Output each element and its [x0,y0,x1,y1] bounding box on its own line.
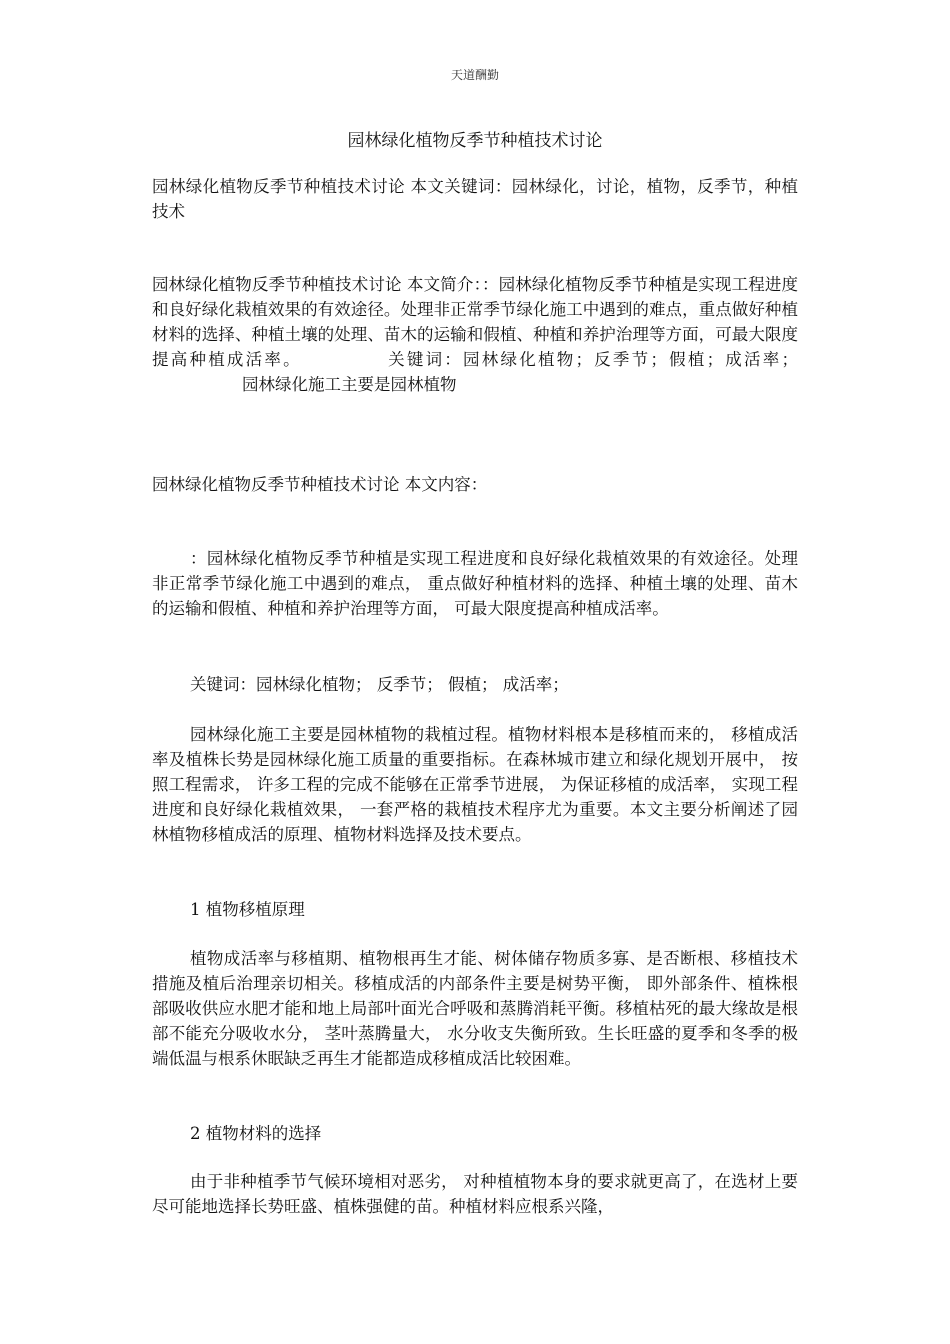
page-header: 天道酬勤 [450,68,499,82]
summary-trailing: 园林绿化施工主要是园林植物 [242,375,457,394]
keywords-line-text: 关键词：园林绿化植物； 反季节； 假植； 成活率； [190,675,569,694]
keywords-paragraph [152,174,798,224]
content-heading-text: 园林绿化植物反季节种植技术讨论 本文内容： [152,475,488,494]
content-heading [152,472,798,497]
section2-paragraph [152,1169,798,1219]
section1-heading [152,897,798,922]
intro-paragraph-text: 园林绿化施工主要是园林植物的栽植过程。植物材料根本是移植而来的， 移植成活率及植株长势是园林绿化施工质量的重要指标。在森林城市建立和绿化规划开展中， 按照工程需求， 许多工程的完成不能够在正常季节进展， 为保证移植的成活率， 实现工程进度和良好绿化栽植效果， 一套严格的栽植技术程序尤为重要。本文主要分析阐述了园林植物移植成活的原理、植物材料选择及技术要点。 [152,725,798,844]
document-title: 园林绿化植物反季节种植技术讨论 [347,131,603,151]
summary-text: 园林绿化植物反季节种植技术讨论 本文简介：：园林绿化植物反季节种植是实现工程进度和良好绿化栽植效果的有效途径。处理非正常季节绿化施工中遇到的难点，重点做好种植材料的选择、种植土壤的处理、苗木的运输和假植、种植和养护治理等方面，可最大限度提高种植成活率。 [152,275,798,369]
summary-keywords: 关键词：园林绿化植物；反季节；假植；成活率； [385,350,799,369]
abstract-paragraph [152,546,798,621]
intro-paragraph [152,722,798,847]
section1-paragraph [152,946,798,1071]
keywords-paragraph-text: 园林绿化植物反季节种植技术讨论 本文关键词：园林绿化，讨论，植物，反季节，种植技术 [152,177,798,221]
section2-heading-text: 2 植物材料的选择 [190,1124,322,1143]
section1-paragraph-text: 植物成活率与移植期、植物根再生才能、树体储存物质多寡、是否断根、移植技术措施及植后治理亲切相关。移植成活的内部条件主要是树势平衡， 即外部条件、植株根部吸收供应水肥才能和地上局部叶面光合呼吸和蒸腾消耗平衡。移植枯死的最大缘故是根部不能充分吸收水分， 茎叶蒸腾量大， 水分收支失衡所致。生长旺盛的夏季和冬季的极端低温与根系休眠缺乏再生才能都造成移植成活比较困难。 [152,949,798,1068]
section2-heading [152,1121,798,1146]
section1-heading-text: 1 植物移植原理 [190,900,305,919]
summary-paragraph [152,272,798,397]
section2-paragraph-text: 由于非种植季节气候环境相对恶劣， 对种植植物本身的要求就更高了，在选材上要尽可能地选择长势旺盛、植株强健的苗。种植材料应根系兴隆， [152,1172,798,1216]
keywords-line [152,672,798,697]
abstract-paragraph-text: ：园林绿化植物反季节种植是实现工程进度和良好绿化栽植效果的有效途径。处理非正常季节绿化施工中遇到的难点， 重点做好种植材料的选择、种植土壤的处理、苗木的运输和假植、种植和养护治理等方面， 可最大限度提高种植成活率。 [152,549,798,618]
